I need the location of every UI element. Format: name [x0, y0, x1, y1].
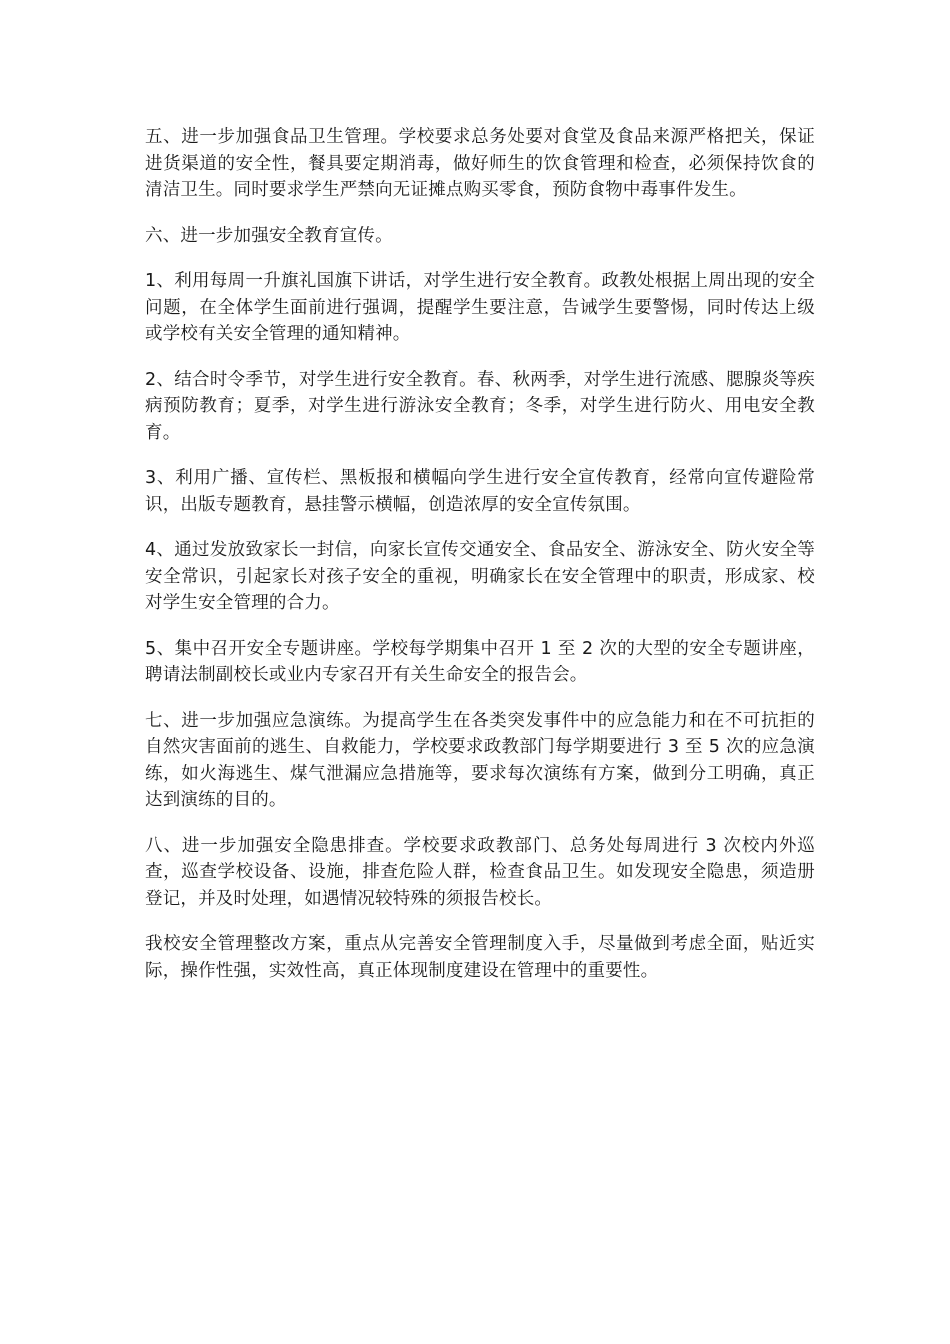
paragraph-flag-ceremony: 1、利用每周一升旗礼国旗下讲话，对学生进行安全教育。政教处根据上周出现的安全问题，在全体学生面前进行强调，提醒学生要注意，告诫学生要警惕，同时传达上级或学校有关安全管理的通知精神。: [145, 271, 815, 344]
paragraph-safety-lectures: 5、集中召开安全专题讲座。学校每学期集中召开 1 至 2 次的大型的安全专题讲座，聘请法制副校长或业内专家召开有关生命安全的报告会。: [145, 638, 815, 685]
paragraph-broadcast-publicity: 3、利用广播、宣传栏、黑板报和横幅向学生进行安全宣传教育，经常向宣传避险常识，出版专题教育，悬挂警示横幅，创造浓厚的安全宣传氛围。: [145, 468, 815, 515]
paragraph-food-hygiene: 五、进一步加强食品卫生管理。学校要求总务处要对食堂及食品来源严格把关，保证进货渠道的安全性，餐具要定期消毒，做好师生的饮食管理和检查，必须保持饮食的清洁卫生。同时要求学生严禁向无证摊点购买零食，预防食物中毒事件发生。: [145, 127, 815, 200]
paragraph-conclusion: 我校安全管理整改方案，重点从完善安全管理制度入手，尽量做到考虑全面，贴近实际，操作性强，实效性高，真正体现制度建设在管理中的重要性。: [145, 934, 815, 981]
paragraph-emergency-drills: 七、进一步加强应急演练。为提高学生在各类突发事件中的应急能力和在不可抗拒的自然灾害面前的逃生、自救能力，学校要求政教部门每学期要进行 3 至 5 次的应急演练，如火海逃生、煤气泄漏应急措施等，要求每次演练有方案，做到分工明确，真正达到演练的目的。: [145, 710, 815, 810]
paragraph-parent-letter: 4、通过发放致家长一封信，向家长宣传交通安全、食品安全、游泳安全、防火安全等安全常识，引起家长对孩子安全的重视，明确家长在安全管理中的职责，形成家、校对学生安全管理的合力。: [145, 540, 815, 613]
paragraph-seasonal-education: 2、结合时令季节，对学生进行安全教育。春、秋两季，对学生进行流感、腮腺炎等疾病预防教育；夏季，对学生进行游泳安全教育；冬季，对学生进行防火、用电安全教育。: [145, 369, 815, 443]
paragraph-hazard-inspection: 八、进一步加强安全隐患排查。学校要求政教部门、总务处每周进行 3 次校内外巡查，巡查学校设备、设施，排查危险人群，检查食品卫生。如发现安全隐患，须造册登记，并及时处理，如遇情况较特殊的须报告校长。: [145, 835, 815, 909]
document-body: [145, 124, 815, 1003]
paragraph-safety-education-heading: 六、进一步加强安全教育宣传。: [145, 225, 393, 246]
